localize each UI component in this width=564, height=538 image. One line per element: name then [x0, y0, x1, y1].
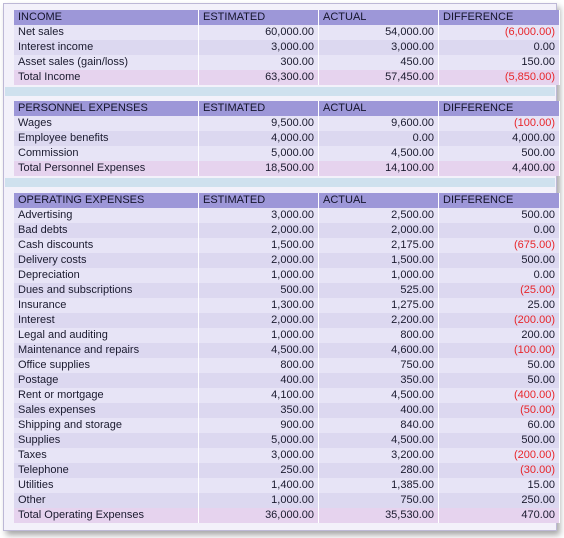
- table-row: [14, 25, 560, 40]
- table-row: [14, 463, 560, 478]
- estimated-cell: 1,000.00: [199, 493, 319, 508]
- estimated-cell: 400.00: [199, 373, 319, 388]
- actual-cell: 1,385.00: [319, 478, 439, 493]
- difference-cell: 0.00: [439, 223, 560, 238]
- actual-header: ACTUAL: [319, 101, 439, 116]
- difference-cell: (5,850.00): [439, 70, 560, 85]
- difference-cell: 500.00: [439, 208, 560, 223]
- row-label: Postage: [14, 373, 199, 388]
- table-row: [14, 298, 560, 313]
- table-header-row: [14, 10, 560, 25]
- row-label: Maintenance and repairs: [14, 343, 199, 358]
- table-row: [14, 343, 560, 358]
- table-row: [14, 493, 560, 508]
- estimated-header: ESTIMATED: [199, 101, 319, 116]
- actual-cell: 54,000.00: [319, 25, 439, 40]
- actual-cell: 750.00: [319, 358, 439, 373]
- actual-cell: 3,000.00: [319, 40, 439, 55]
- row-label: Total Operating Expenses: [14, 508, 199, 523]
- table-row: [14, 358, 560, 373]
- row-label: Insurance: [14, 298, 199, 313]
- actual-cell: 1,275.00: [319, 298, 439, 313]
- row-label: Taxes: [14, 448, 199, 463]
- table-header-row: [14, 193, 560, 208]
- table-row: [14, 116, 560, 131]
- difference-cell: (675.00): [439, 238, 560, 253]
- actual-cell: 840.00: [319, 418, 439, 433]
- table-row: [14, 55, 560, 70]
- actual-cell: 2,200.00: [319, 313, 439, 328]
- table-row: [14, 283, 560, 298]
- actual-cell: 450.00: [319, 55, 439, 70]
- actual-cell: 14,100.00: [319, 161, 439, 176]
- difference-cell: 4,400.00: [439, 161, 560, 176]
- estimated-cell: 1,500.00: [199, 238, 319, 253]
- difference-cell: (200.00): [439, 448, 560, 463]
- estimated-cell: 4,100.00: [199, 388, 319, 403]
- total-row: [14, 161, 560, 176]
- actual-cell: 3,200.00: [319, 448, 439, 463]
- row-label: Telephone: [14, 463, 199, 478]
- actual-cell: 750.00: [319, 493, 439, 508]
- estimated-cell: 4,000.00: [199, 131, 319, 146]
- actual-cell: 525.00: [319, 283, 439, 298]
- table-row: [14, 253, 560, 268]
- actual-cell: 35,530.00: [319, 508, 439, 523]
- estimated-cell: 9,500.00: [199, 116, 319, 131]
- table-row: [14, 313, 560, 328]
- row-label: Depreciation: [14, 268, 199, 283]
- table-row: [14, 373, 560, 388]
- row-label: Other: [14, 493, 199, 508]
- difference-cell: (30.00): [439, 463, 560, 478]
- difference-cell: 60.00: [439, 418, 560, 433]
- row-label: Dues and subscriptions: [14, 283, 199, 298]
- table-row: [14, 448, 560, 463]
- difference-cell: (100.00): [439, 343, 560, 358]
- estimated-cell: 500.00: [199, 283, 319, 298]
- row-label: Utilities: [14, 478, 199, 493]
- actual-cell: 0.00: [319, 131, 439, 146]
- estimated-cell: 1,300.00: [199, 298, 319, 313]
- table-row: [14, 388, 560, 403]
- section-separator: [5, 87, 555, 96]
- estimated-cell: 5,000.00: [199, 146, 319, 161]
- estimated-cell: 250.00: [199, 463, 319, 478]
- estimated-cell: 800.00: [199, 358, 319, 373]
- actual-cell: 400.00: [319, 403, 439, 418]
- estimated-cell: 2,000.00: [199, 223, 319, 238]
- section-title: PERSONNEL EXPENSES: [14, 101, 199, 116]
- actual-cell: 1,000.00: [319, 268, 439, 283]
- table-row: [14, 403, 560, 418]
- actual-cell: 1,500.00: [319, 253, 439, 268]
- difference-cell: (400.00): [439, 388, 560, 403]
- difference-cell: 250.00: [439, 493, 560, 508]
- estimated-header: ESTIMATED: [199, 10, 319, 25]
- estimated-cell: 2,000.00: [199, 253, 319, 268]
- difference-header: DIFFERENCE: [439, 10, 560, 25]
- difference-cell: 150.00: [439, 55, 560, 70]
- row-label: Rent or mortgage: [14, 388, 199, 403]
- row-label: Interest income: [14, 40, 199, 55]
- table-row: [14, 478, 560, 493]
- row-label: Office supplies: [14, 358, 199, 373]
- difference-cell: 50.00: [439, 358, 560, 373]
- difference-cell: 470.00: [439, 508, 560, 523]
- difference-cell: 4,000.00: [439, 131, 560, 146]
- estimated-cell: 60,000.00: [199, 25, 319, 40]
- estimated-cell: 3,000.00: [199, 448, 319, 463]
- difference-cell: 0.00: [439, 268, 560, 283]
- difference-cell: 15.00: [439, 478, 560, 493]
- estimated-cell: 1,400.00: [199, 478, 319, 493]
- row-label: Asset sales (gain/loss): [14, 55, 199, 70]
- table-header-row: [14, 101, 560, 116]
- row-label: Wages: [14, 116, 199, 131]
- row-label: Total Income: [14, 70, 199, 85]
- actual-cell: 57,450.00: [319, 70, 439, 85]
- row-label: Total Personnel Expenses: [14, 161, 199, 176]
- difference-cell: 500.00: [439, 146, 560, 161]
- table-row: [14, 223, 560, 238]
- row-label: Employee benefits: [14, 131, 199, 146]
- row-label: Interest: [14, 313, 199, 328]
- row-label: Net sales: [14, 25, 199, 40]
- estimated-cell: 1,000.00: [199, 328, 319, 343]
- difference-header: DIFFERENCE: [439, 101, 560, 116]
- estimated-cell: 900.00: [199, 418, 319, 433]
- table-row: [14, 328, 560, 343]
- estimated-cell: 4,500.00: [199, 343, 319, 358]
- row-label: Commission: [14, 146, 199, 161]
- estimated-cell: 1,000.00: [199, 268, 319, 283]
- actual-cell: 4,500.00: [319, 388, 439, 403]
- difference-cell: 25.00: [439, 298, 560, 313]
- estimated-cell: 2,000.00: [199, 313, 319, 328]
- estimated-cell: 3,000.00: [199, 40, 319, 55]
- difference-cell: (100.00): [439, 116, 560, 131]
- table-row: [14, 146, 560, 161]
- actual-cell: 2,175.00: [319, 238, 439, 253]
- table-row: [14, 131, 560, 146]
- row-label: Delivery costs: [14, 253, 199, 268]
- difference-cell: 500.00: [439, 433, 560, 448]
- difference-cell: 200.00: [439, 328, 560, 343]
- actual-header: ACTUAL: [319, 10, 439, 25]
- difference-cell: 50.00: [439, 373, 560, 388]
- income-table: [14, 10, 560, 85]
- actual-cell: 4,500.00: [319, 146, 439, 161]
- estimated-cell: 300.00: [199, 55, 319, 70]
- actual-cell: 4,500.00: [319, 433, 439, 448]
- estimated-cell: 5,000.00: [199, 433, 319, 448]
- difference-cell: (200.00): [439, 313, 560, 328]
- actual-cell: 800.00: [319, 328, 439, 343]
- difference-cell: (25.00): [439, 283, 560, 298]
- estimated-cell: 18,500.00: [199, 161, 319, 176]
- actual-cell: 9,600.00: [319, 116, 439, 131]
- table-row: [14, 40, 560, 55]
- estimated-cell: 350.00: [199, 403, 319, 418]
- actual-cell: 2,000.00: [319, 223, 439, 238]
- total-row: [14, 508, 560, 523]
- table-row: [14, 418, 560, 433]
- difference-cell: 500.00: [439, 253, 560, 268]
- difference-cell: (50.00): [439, 403, 560, 418]
- total-row: [14, 70, 560, 85]
- row-label: Bad debts: [14, 223, 199, 238]
- table-row: [14, 208, 560, 223]
- section-title: INCOME: [14, 10, 199, 25]
- actual-cell: 280.00: [319, 463, 439, 478]
- row-label: Shipping and storage: [14, 418, 199, 433]
- estimated-cell: 36,000.00: [199, 508, 319, 523]
- actual-cell: 350.00: [319, 373, 439, 388]
- difference-header: DIFFERENCE: [439, 193, 560, 208]
- row-label: Supplies: [14, 433, 199, 448]
- estimated-cell: 3,000.00: [199, 208, 319, 223]
- personnel-expenses-table: [14, 101, 560, 176]
- table-row: [14, 238, 560, 253]
- table-row: [14, 268, 560, 283]
- difference-cell: (6,000.00): [439, 25, 560, 40]
- actual-header: ACTUAL: [319, 193, 439, 208]
- row-label: Cash discounts: [14, 238, 199, 253]
- actual-cell: 4,600.00: [319, 343, 439, 358]
- row-label: Legal and auditing: [14, 328, 199, 343]
- difference-cell: 0.00: [439, 40, 560, 55]
- section-separator: [5, 178, 555, 187]
- operating-expenses-table: [14, 193, 560, 523]
- estimated-cell: 63,300.00: [199, 70, 319, 85]
- estimated-header: ESTIMATED: [199, 193, 319, 208]
- row-label: Advertising: [14, 208, 199, 223]
- section-title: OPERATING EXPENSES: [14, 193, 199, 208]
- actual-cell: 2,500.00: [319, 208, 439, 223]
- table-row: [14, 433, 560, 448]
- budget-sheet: [3, 3, 557, 531]
- row-label: Sales expenses: [14, 403, 199, 418]
